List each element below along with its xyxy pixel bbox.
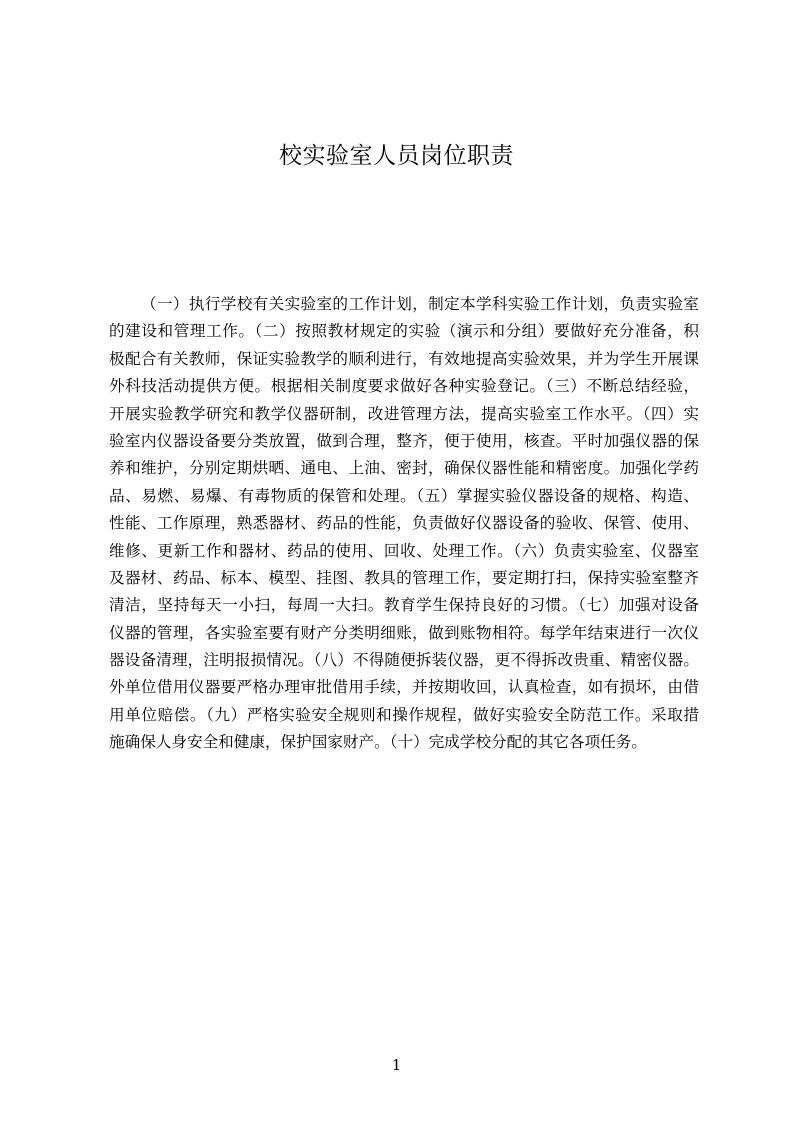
paragraph-line: 施确保人身安全和健康，保护国家财产。（十）完成学校分配的其它各项任务。 [109,733,647,752]
paragraph-line: 验室内仪器设备要分类放置，做到合理，整齐，便于使用，核查。平时加强仪器的保 [109,431,699,450]
paragraph-line: 开展实验教学研究和教学仪器研制，改进管理方法，提高实验室工作水平。（四）实 [109,404,699,423]
paragraph-line: （一）执行学校有关实验室的工作计划，制定本学科实验工作计划，负责实验室 [141,295,699,313]
paragraph-line: 清洁，坚持每天一小扫，每周一大扫。教育学生保持良好的习惯。（七）加强对设备 [109,596,699,615]
paragraph-line: 外单位借用仪器要严格办理审批借用手续，并按期收回，认真检查，如有损坏，由借 [109,678,699,697]
paragraph-line: 极配合有关教师，保证实验教学的顺利进行，有效地提高实验效果，并为学生开展课 [109,349,699,368]
paragraph-line: 维修、更新工作和器材、药品的使用、回收、处理工作。（六）负责实验室、仪器室 [109,541,699,560]
paragraph-line: 养和维护，分别定期烘晒、通电、上油、密封，确保仪器性能和精密度。加强化学药 [109,459,699,478]
paragraph-line: 外科技活动提供方便。根据相关制度要求做好各种实验登记。（三）不断总结经验， [109,377,699,396]
paragraph-line: 器设备清理，注明报损情况。（八）不得随便拆装仪器，更不得拆改贵重、精密仪器。 [109,651,699,670]
paragraph-line: 及器材、药品、标本、模型、挂图、教具的管理工作，要定期打扫，保持实验室整齐 [109,568,699,587]
body-paragraph [109,291,699,757]
paragraph-line: 用单位赔偿。（九）严格实验安全规则和操作规程，做好实验安全防范工作。采取措 [109,705,699,724]
paragraph-line: 性能、工作原理，熟悉器材、药品的性能，负责做好仪器设备的验收、保管、使用、 [109,514,699,533]
paragraph-line: 的建设和管理工作。（二）按照教材规定的实验（演示和分组）要做好充分准备，积 [109,322,699,341]
paragraph-line: 仪器的管理，各实验室要有财产分类明细账，做到账物相符。每学年结束进行一次仪 [109,623,699,642]
page-number: 1 [391,1056,402,1074]
page-title: 校实验室人员岗位职责 [279,143,514,169]
paragraph-line: 品、易燃、易爆、有毒物质的保管和处理。（五）掌握实验仪器设备的规格、构造、 [109,486,699,505]
